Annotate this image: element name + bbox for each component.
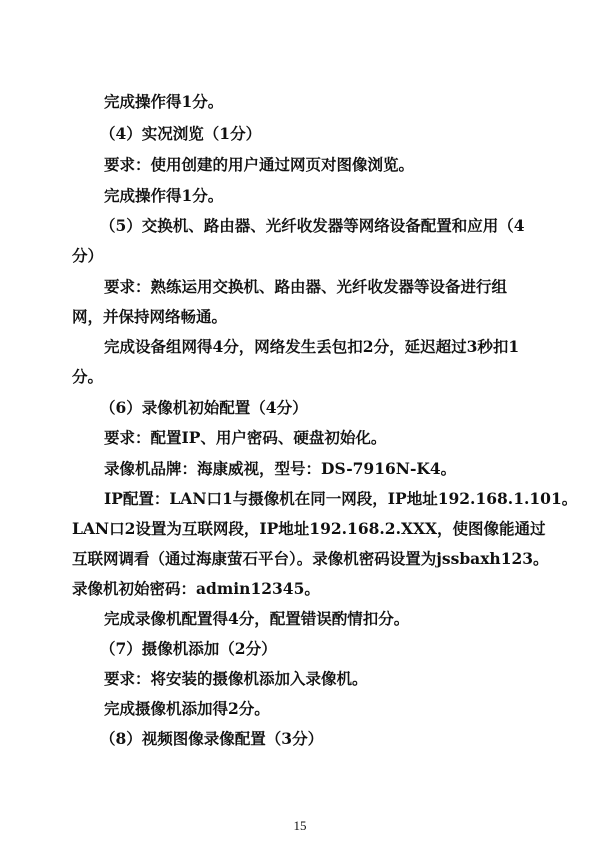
section-heading: （4）实况浏览（1分） (100, 124, 262, 143)
text-line: 完成摄像机添加得2分。 (104, 699, 270, 718)
text-line: 要求：使用创建的用户通过网页对图像浏览。 (104, 155, 415, 174)
section-heading: （6）录像机初始配置（4分） (100, 398, 308, 417)
section-heading: （7）摄像机添加（2分） (100, 639, 277, 658)
text-line: 分） (72, 246, 104, 265)
section-heading: （5）交换机、路由器、光纤收发器等网络设备配置和应用（4 (100, 216, 525, 235)
text-line: 录像机初始密码：admin12345。 (72, 579, 320, 598)
text-line: LAN口2设置为互联网段，IP地址192.168.2.XXX，使图像能通过 (72, 519, 546, 538)
text-line: 录像机品牌：海康威视，型号：DS-7916N-K4。 (104, 459, 457, 478)
text-line: 互联网调看（通过海康萤石平台）。录像机密码设置为jssbaxh123。 (72, 549, 549, 568)
text-line: 完成操作得1分。 (104, 92, 224, 111)
page-number: 15 (293, 818, 307, 833)
text-line: 网，并保持网络畅通。 (72, 307, 228, 326)
text-line: 完成录像机配置得4分，配置错误酌情扣分。 (104, 609, 410, 628)
text-line: IP配置：LAN口1与摄像机在同一网段，IP地址192.168.1.101。 (104, 489, 578, 508)
section-heading: （8）视频图像录像配置（3分） (100, 729, 324, 748)
text-line: 完成操作得1分。 (104, 186, 224, 205)
text-line: 分。 (72, 367, 104, 386)
text-line: 要求：配置IP、用户密码、硬盘初始化。 (104, 428, 387, 447)
text-line: 完成设备组网得4分，网络发生丢包扣2分，延迟超过3秒扣1 (104, 337, 520, 356)
text-line: 要求：将安装的摄像机添加入录像机。 (104, 669, 368, 688)
text-line: 要求：熟练运用交换机、路由器、光纤收发器等设备进行组 (104, 277, 508, 296)
